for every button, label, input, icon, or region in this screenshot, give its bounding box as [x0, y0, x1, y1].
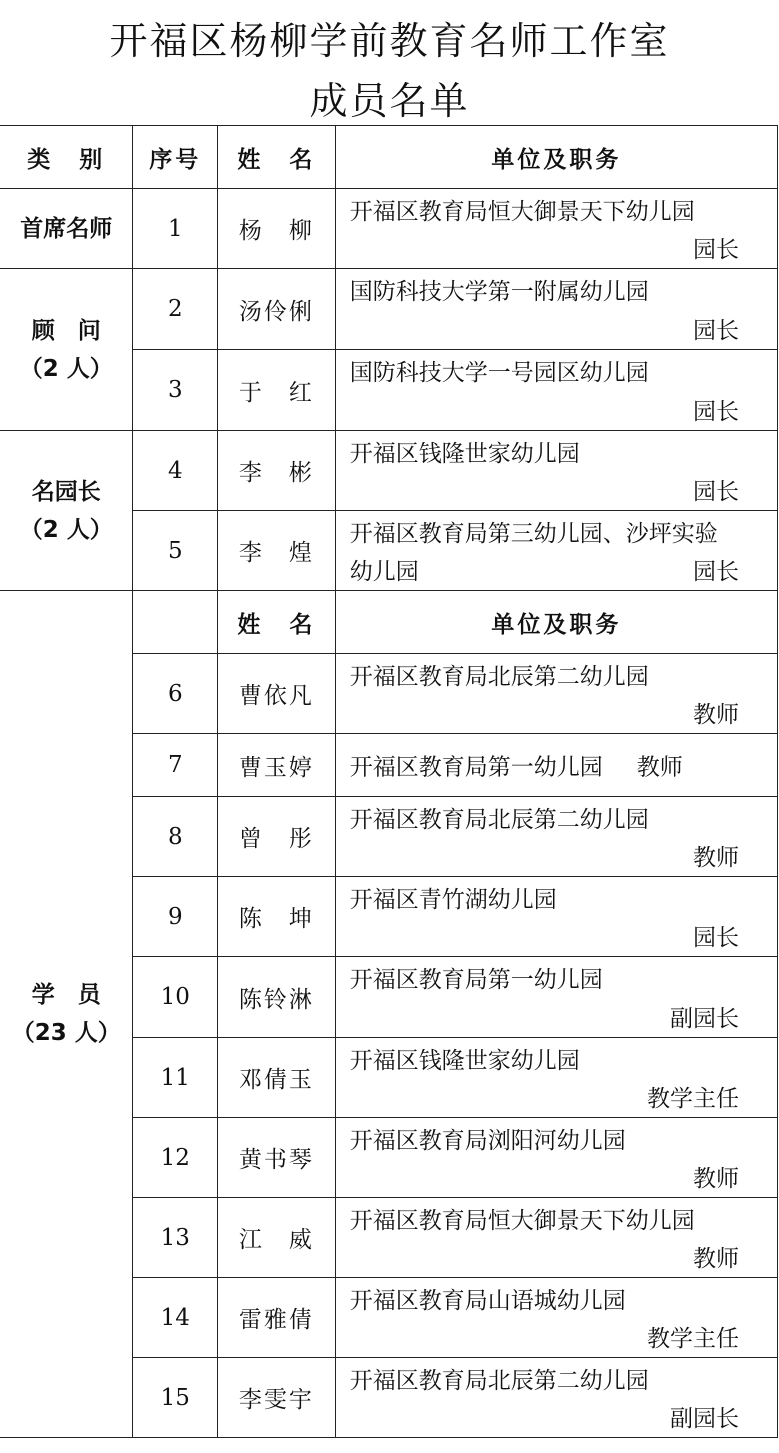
unit-name: 国防科技大学一号园区幼儿园	[349, 360, 649, 386]
member-unit	[335, 877, 777, 957]
unit-name: 开福区教育局浏阳河幼儿园	[349, 1128, 626, 1154]
member-unit	[335, 734, 777, 797]
unit-name: 开福区教育局第一幼儿园	[349, 754, 603, 781]
unit-role: 副园长	[670, 1006, 739, 1032]
member-name: 陈 坤	[218, 877, 336, 957]
row-number: 7	[133, 734, 218, 797]
member-unit	[335, 957, 777, 1038]
unit-name-cont: 幼儿园	[349, 559, 419, 585]
member-unit	[335, 1118, 777, 1198]
member-unit	[335, 1278, 777, 1358]
row-number: 5	[133, 511, 218, 591]
header-name: 姓 名	[218, 126, 336, 189]
unit-name: 开福区教育局北辰第二幼儿园	[349, 664, 649, 690]
subheader-name: 姓 名	[218, 591, 336, 654]
unit-role: 园长	[693, 237, 739, 263]
member-unit	[335, 797, 777, 877]
member-name: 曹依凡	[218, 654, 336, 734]
category-label: 顾 问	[31, 317, 101, 344]
member-unit	[335, 350, 777, 431]
category-label: 学 员	[31, 982, 101, 1008]
member-name: 于 红	[218, 350, 336, 431]
member-table	[0, 125, 778, 1438]
document-title: 开福区杨柳学前教育名师工作室	[109, 19, 670, 63]
member-name: 李 煌	[218, 511, 336, 591]
unit-name: 开福区教育局北辰第二幼儿园	[349, 1368, 649, 1394]
member-name: 陈铃淋	[218, 957, 336, 1038]
unit-role: 园长	[693, 559, 739, 585]
row-number: 9	[133, 877, 218, 957]
unit-name: 开福区教育局恒大御景天下幼儿园	[349, 1208, 695, 1234]
unit-role: 园长	[693, 399, 739, 425]
unit-role: 教师	[693, 1166, 739, 1192]
member-name: 邓倩玉	[218, 1038, 336, 1118]
unit-name: 开福区教育局第三幼儿园、沙坪实验	[349, 521, 718, 547]
unit-role: 教师	[693, 1246, 739, 1272]
unit-name: 开福区青竹湖幼儿园	[349, 887, 557, 913]
table-header-row	[0, 126, 778, 189]
row-number: 2	[133, 269, 218, 350]
row-number: 1	[133, 189, 218, 269]
unit-name: 开福区钱隆世家幼儿园	[349, 441, 580, 467]
unit-role: 教师	[693, 845, 739, 871]
unit-name: 开福区教育局山语城幼儿园	[349, 1288, 626, 1314]
unit-role: 教师	[693, 702, 739, 728]
row-number: 15	[133, 1358, 218, 1438]
unit-role: 副园长	[670, 1406, 739, 1432]
category-count: （2 人）	[19, 355, 113, 382]
member-unit	[335, 654, 777, 734]
unit-role: 园长	[693, 318, 739, 344]
unit-name: 开福区教育局恒大御景天下幼儿园	[349, 199, 695, 225]
table-row	[0, 269, 778, 350]
member-name: 雷雅倩	[218, 1278, 336, 1358]
unit-role: 教学主任	[647, 1326, 739, 1352]
member-unit	[335, 431, 777, 511]
member-name: 曾 彤	[218, 797, 336, 877]
category-principal	[0, 431, 133, 591]
member-unit	[335, 1358, 777, 1438]
table-row	[0, 189, 778, 269]
row-number: 14	[133, 1278, 218, 1358]
row-number: 11	[133, 1038, 218, 1118]
unit-name: 国防科技大学第一附属幼儿园	[349, 279, 649, 305]
category-chief: 首席名师	[0, 189, 133, 269]
category-label: 名园长	[31, 478, 101, 505]
member-unit	[335, 1038, 777, 1118]
header-category: 类 别	[0, 126, 133, 189]
unit-role: 园长	[693, 925, 739, 951]
subheader-unit: 单位及职务	[335, 591, 777, 654]
row-number: 8	[133, 797, 218, 877]
member-unit	[335, 189, 777, 269]
member-unit	[335, 1198, 777, 1278]
unit-name: 开福区教育局第一幼儿园	[349, 967, 603, 993]
category-student	[0, 591, 133, 1438]
unit-role: 教学主任	[647, 1086, 739, 1112]
row-number: 12	[133, 1118, 218, 1198]
member-name: 汤伶俐	[218, 269, 336, 350]
table-row	[0, 431, 778, 511]
row-number: 13	[133, 1198, 218, 1278]
unit-name: 开福区钱隆世家幼儿园	[349, 1048, 580, 1074]
row-number: 3	[133, 350, 218, 431]
unit-line	[350, 749, 683, 782]
category-count: （2 人）	[19, 516, 113, 543]
row-number: 10	[133, 957, 218, 1038]
member-name: 黄书琴	[218, 1118, 336, 1198]
header-unit: 单位及职务	[335, 126, 777, 189]
header-seq: 序号	[133, 126, 218, 189]
document-subtitle: 成员名单	[309, 79, 470, 123]
table-subheader-row	[0, 591, 778, 654]
unit-role: 园长	[693, 479, 739, 505]
member-name: 江 威	[218, 1198, 336, 1278]
unit-name: 开福区教育局北辰第二幼儿园	[349, 807, 649, 833]
member-unit	[335, 269, 777, 350]
unit-role: 教师	[636, 754, 683, 781]
row-number: 6	[133, 654, 218, 734]
empty-cell	[133, 591, 218, 654]
member-name: 杨 柳	[218, 189, 336, 269]
category-count: （23 人）	[11, 1020, 121, 1046]
member-unit	[335, 511, 777, 591]
member-name: 李 彬	[218, 431, 336, 511]
member-name: 曹玉婷	[218, 734, 336, 797]
category-advisor	[0, 269, 133, 431]
member-name: 李雯宇	[218, 1358, 336, 1438]
row-number: 4	[133, 431, 218, 511]
